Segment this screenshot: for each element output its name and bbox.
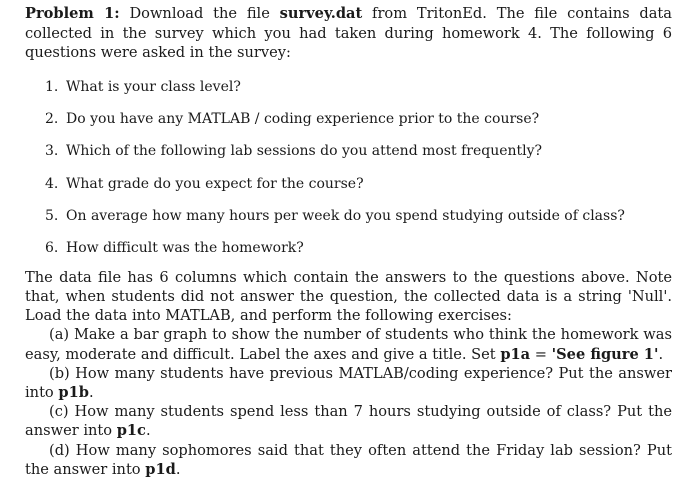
question-item (45, 103, 672, 135)
exercise-c-end: . (145, 422, 151, 440)
exercise-c-text: (c) How many students spend less than 7 hours studying outside of class? Put the answer into (25, 403, 672, 440)
question-number: 4. (45, 175, 59, 192)
problem-heading: Problem 1: (25, 5, 120, 22)
question-text: Do you have any MATLAB / coding experience prior to the course? (66, 110, 540, 127)
exercise-a-value: 'See figure 1' (551, 345, 659, 363)
exercise-b-text: (b) How many students have previous MATLAB/coding experience? Put the answer into (25, 364, 672, 402)
exercise-d-variable: p1d (145, 460, 176, 478)
question-number: 6. (45, 240, 59, 257)
question-text: On average how many hours per week do you spend studying outside of class? (66, 208, 625, 225)
question-item (45, 71, 672, 103)
exercise-a-text: (a) Make a bar graph to show the number of students who think the homework was easy, moderate and difficult. Label the axes and give a title. Set (25, 326, 672, 363)
exercise-a (25, 325, 672, 363)
data-description: The data file has 6 columns which contain the answers to the questions above. Note that, when students did not answer the question, the collected data is a string 'Null'. Load the data into MATLAB, and perform the following exercises: (25, 268, 672, 325)
question-list (25, 71, 672, 265)
exercise-d-text: (d) How many sophomores said that they often attend the Friday lab session? Put the answer into (25, 441, 672, 478)
question-number: 5. (45, 208, 59, 225)
exercise-a-variable: p1a (500, 345, 531, 363)
question-number: 1. (45, 78, 59, 95)
exercise-a-end: . (658, 345, 664, 363)
question-text: Which of the following lab sessions do you attend most frequently? (66, 143, 543, 160)
question-item (45, 200, 672, 232)
filename: survey.dat (279, 5, 363, 22)
exercise-b (25, 364, 672, 402)
exercise-d-end: . (175, 460, 181, 478)
question-item (45, 135, 672, 167)
question-text: What grade do you expect for the course? (66, 175, 364, 192)
question-number: 3. (45, 143, 59, 160)
question-number: 2. (45, 110, 59, 127)
exercise-b-variable: p1b (58, 384, 89, 402)
question-text: How difficult was the homework? (66, 240, 304, 257)
question-item (45, 232, 672, 264)
question-text: What is your class level? (66, 78, 241, 95)
exercise-b-end: . (88, 384, 94, 402)
problem-intro (25, 4, 672, 63)
intro-text-pre: Download the file (119, 5, 280, 22)
question-item (45, 168, 672, 200)
exercise-a-assign: = (530, 345, 552, 363)
intro-text-post: from TritonEd. The file contains data collected in the survey which you had taken during homework 4. The following 6 questions were asked in the survey: (25, 5, 672, 61)
exercise-c (25, 402, 672, 440)
exercise-d (25, 441, 672, 479)
exercise-c-variable: p1c (116, 422, 146, 440)
